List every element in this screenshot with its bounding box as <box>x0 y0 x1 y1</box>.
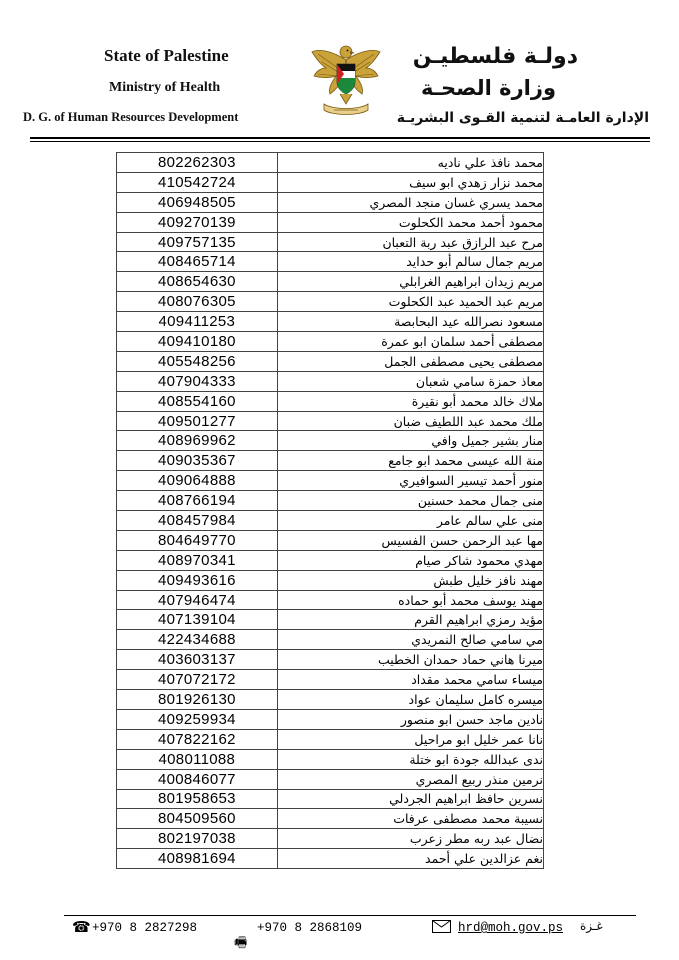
id-number-cell: 408981694 <box>117 849 278 869</box>
full-name-cell: نانا عمر خليل ابو مراحيل <box>277 729 543 749</box>
table-row <box>117 709 544 729</box>
table-row <box>117 530 544 550</box>
id-number-cell: 409501277 <box>117 411 278 431</box>
id-number-cell: 407072172 <box>117 670 278 690</box>
id-number-cell: 801926130 <box>117 690 278 710</box>
table-row <box>117 471 544 491</box>
id-number-cell: 801958653 <box>117 789 278 809</box>
ministry-name-en: Ministry of Health <box>109 80 221 95</box>
table-row <box>117 371 544 391</box>
id-number-cell: 406948505 <box>117 192 278 212</box>
full-name-cell: نسرين حافظ ابراهيم الجردلي <box>277 789 543 809</box>
table-row <box>117 829 544 849</box>
id-number-cell: 409411253 <box>117 312 278 332</box>
table-row <box>117 729 544 749</box>
email-link[interactable]: hrd@moh.gov.ps <box>458 921 564 935</box>
full-name-cell: منى علي سالم عامر <box>277 511 543 531</box>
department-name-ar: الإدارة العامـة لتنمية القـوى البشريـة <box>396 110 649 126</box>
footer <box>0 916 679 960</box>
full-name-cell: مصطفى يحيى مصطفى الجمل <box>277 351 543 371</box>
full-name-cell: مريم زيدان ابراهيم الغرابلي <box>277 272 543 292</box>
table-row <box>117 172 544 192</box>
telephone-icon: ☎ <box>72 919 91 936</box>
id-number-cell: 408969962 <box>117 431 278 451</box>
full-name-cell: نادين ماجد حسن ابو منصور <box>277 709 543 729</box>
table-row <box>117 491 544 511</box>
full-name-cell: منة الله عيسى محمد ابو جامع <box>277 451 543 471</box>
id-number-cell: 408654630 <box>117 272 278 292</box>
table-row <box>117 272 544 292</box>
full-name-cell: ندى عبدالله جودة ابو ختلة <box>277 749 543 769</box>
id-number-cell: 409410180 <box>117 332 278 352</box>
full-name-cell: منار بشير جميل وافي <box>277 431 543 451</box>
table-row <box>117 590 544 610</box>
full-name-cell: مهند نافز خليل طبش <box>277 570 543 590</box>
table-row <box>117 610 544 630</box>
envelope-icon <box>432 920 451 933</box>
id-number-cell: 407946474 <box>117 590 278 610</box>
full-name-cell: منور أحمد تيسير السوافيري <box>277 471 543 491</box>
names-table <box>116 152 544 869</box>
id-number-cell: 400846077 <box>117 769 278 789</box>
full-name-cell: نسيبة محمد مصطفى عرفات <box>277 809 543 829</box>
table-row <box>117 192 544 212</box>
full-name-cell: مريم جمال سالم أبو حدايد <box>277 252 543 272</box>
city-label: غـزة <box>580 919 603 933</box>
palestine-eagle-emblem <box>310 38 382 118</box>
table-row <box>117 252 544 272</box>
header-divider-thin <box>30 141 650 142</box>
ministry-name-ar: وزارة الصحـة <box>421 76 556 100</box>
full-name-cell: مي سامي صالح النمريدي <box>277 630 543 650</box>
full-name-cell: مصطفى أحمد سلمان ابو عمرة <box>277 332 543 352</box>
full-name-cell: نضال عبد ربه مطر زعرب <box>277 829 543 849</box>
state-name-ar: دولـة فلسطيـن <box>412 44 578 69</box>
table-row <box>117 451 544 471</box>
id-number-cell: 804509560 <box>117 809 278 829</box>
id-number-cell: 409270139 <box>117 212 278 232</box>
table-row <box>117 650 544 670</box>
table-row <box>117 630 544 650</box>
full-name-cell: محمود أحمد محمد الكحلوت <box>277 212 543 232</box>
table-row <box>117 809 544 829</box>
table-row <box>117 153 544 173</box>
full-name-cell: معاذ حمزة سامي شعبان <box>277 371 543 391</box>
id-number-cell: 409064888 <box>117 471 278 491</box>
full-name-cell: مهند يوسف محمد أبو حماده <box>277 590 543 610</box>
full-name-cell: محمد يسري غسان منجد المصري <box>277 192 543 212</box>
table-row <box>117 411 544 431</box>
table-row <box>117 351 544 371</box>
id-number-cell: 407822162 <box>117 729 278 749</box>
table-row <box>117 431 544 451</box>
phone-number: +970 8 2827298 <box>92 921 198 935</box>
id-number-cell: 409035367 <box>117 451 278 471</box>
id-number-cell: 408766194 <box>117 491 278 511</box>
table-row <box>117 749 544 769</box>
full-name-cell: مسعود نصرالله عيد البحابصة <box>277 312 543 332</box>
id-number-cell: 409493616 <box>117 570 278 590</box>
table-row <box>117 849 544 869</box>
id-number-cell: 405548256 <box>117 351 278 371</box>
full-name-cell: ملاك خالد محمد أبو نقيرة <box>277 391 543 411</box>
full-name-cell: ميساء سامي محمد مقداد <box>277 670 543 690</box>
id-number-cell: 408970341 <box>117 550 278 570</box>
id-number-cell: 802197038 <box>117 829 278 849</box>
full-name-cell: نرمين منذر ربيع المصري <box>277 769 543 789</box>
table-row <box>117 292 544 312</box>
fax-number: +970 8 2868109 <box>257 921 363 935</box>
header-divider <box>30 137 650 139</box>
full-name-cell: ملك محمد عبد اللطيف ضبان <box>277 411 543 431</box>
full-name-cell: مها عبد الرحمن حسن الفسيس <box>277 530 543 550</box>
table-row <box>117 391 544 411</box>
full-name-cell: نغم عزالدين علي أحمد <box>277 849 543 869</box>
id-number-cell: 409757135 <box>117 232 278 252</box>
id-number-cell: 408554160 <box>117 391 278 411</box>
id-number-cell: 422434688 <box>117 630 278 650</box>
table-row <box>117 312 544 332</box>
table-row <box>117 332 544 352</box>
table-row <box>117 690 544 710</box>
id-number-cell: 802262303 <box>117 153 278 173</box>
full-name-cell: ميسره كامل سليمان عواد <box>277 690 543 710</box>
names-table-body <box>117 153 544 869</box>
id-number-cell: 407139104 <box>117 610 278 630</box>
id-number-cell: 408011088 <box>117 749 278 769</box>
letterhead <box>0 0 679 150</box>
full-name-cell: مرح عبد الرازق عبد ربة التعبان <box>277 232 543 252</box>
id-number-cell: 408465714 <box>117 252 278 272</box>
table-row <box>117 670 544 690</box>
full-name-cell: مهدي محمود شاكر صيام <box>277 550 543 570</box>
full-name-cell: ميرنا هاني حماد حمدان الخطيب <box>277 650 543 670</box>
id-number-cell: 804649770 <box>117 530 278 550</box>
full-name-cell: منى جمال محمد حسنين <box>277 491 543 511</box>
id-number-cell: 407904333 <box>117 371 278 391</box>
fax-icon: 🖷 <box>234 934 248 950</box>
id-number-cell: 408457984 <box>117 511 278 531</box>
full-name-cell: محمد نزار زهدي ابو سيف <box>277 172 543 192</box>
full-name-cell: محمد نافذ علي ناديه <box>277 153 543 173</box>
table-row <box>117 570 544 590</box>
table-row <box>117 550 544 570</box>
id-number-cell: 408076305 <box>117 292 278 312</box>
table-row <box>117 789 544 809</box>
department-name-en: D. G. of Human Resources Development <box>23 110 239 124</box>
id-number-cell: 409259934 <box>117 709 278 729</box>
id-number-cell: 410542724 <box>117 172 278 192</box>
full-name-cell: مريم عبد الحميد عبد الكحلوت <box>277 292 543 312</box>
state-name-en: State of Palestine <box>104 46 229 65</box>
table-row <box>117 511 544 531</box>
table-row <box>117 212 544 232</box>
table-row <box>117 769 544 789</box>
table-row <box>117 232 544 252</box>
id-number-cell: 403603137 <box>117 650 278 670</box>
full-name-cell: مؤيد رمزي ابراهيم القرم <box>277 610 543 630</box>
